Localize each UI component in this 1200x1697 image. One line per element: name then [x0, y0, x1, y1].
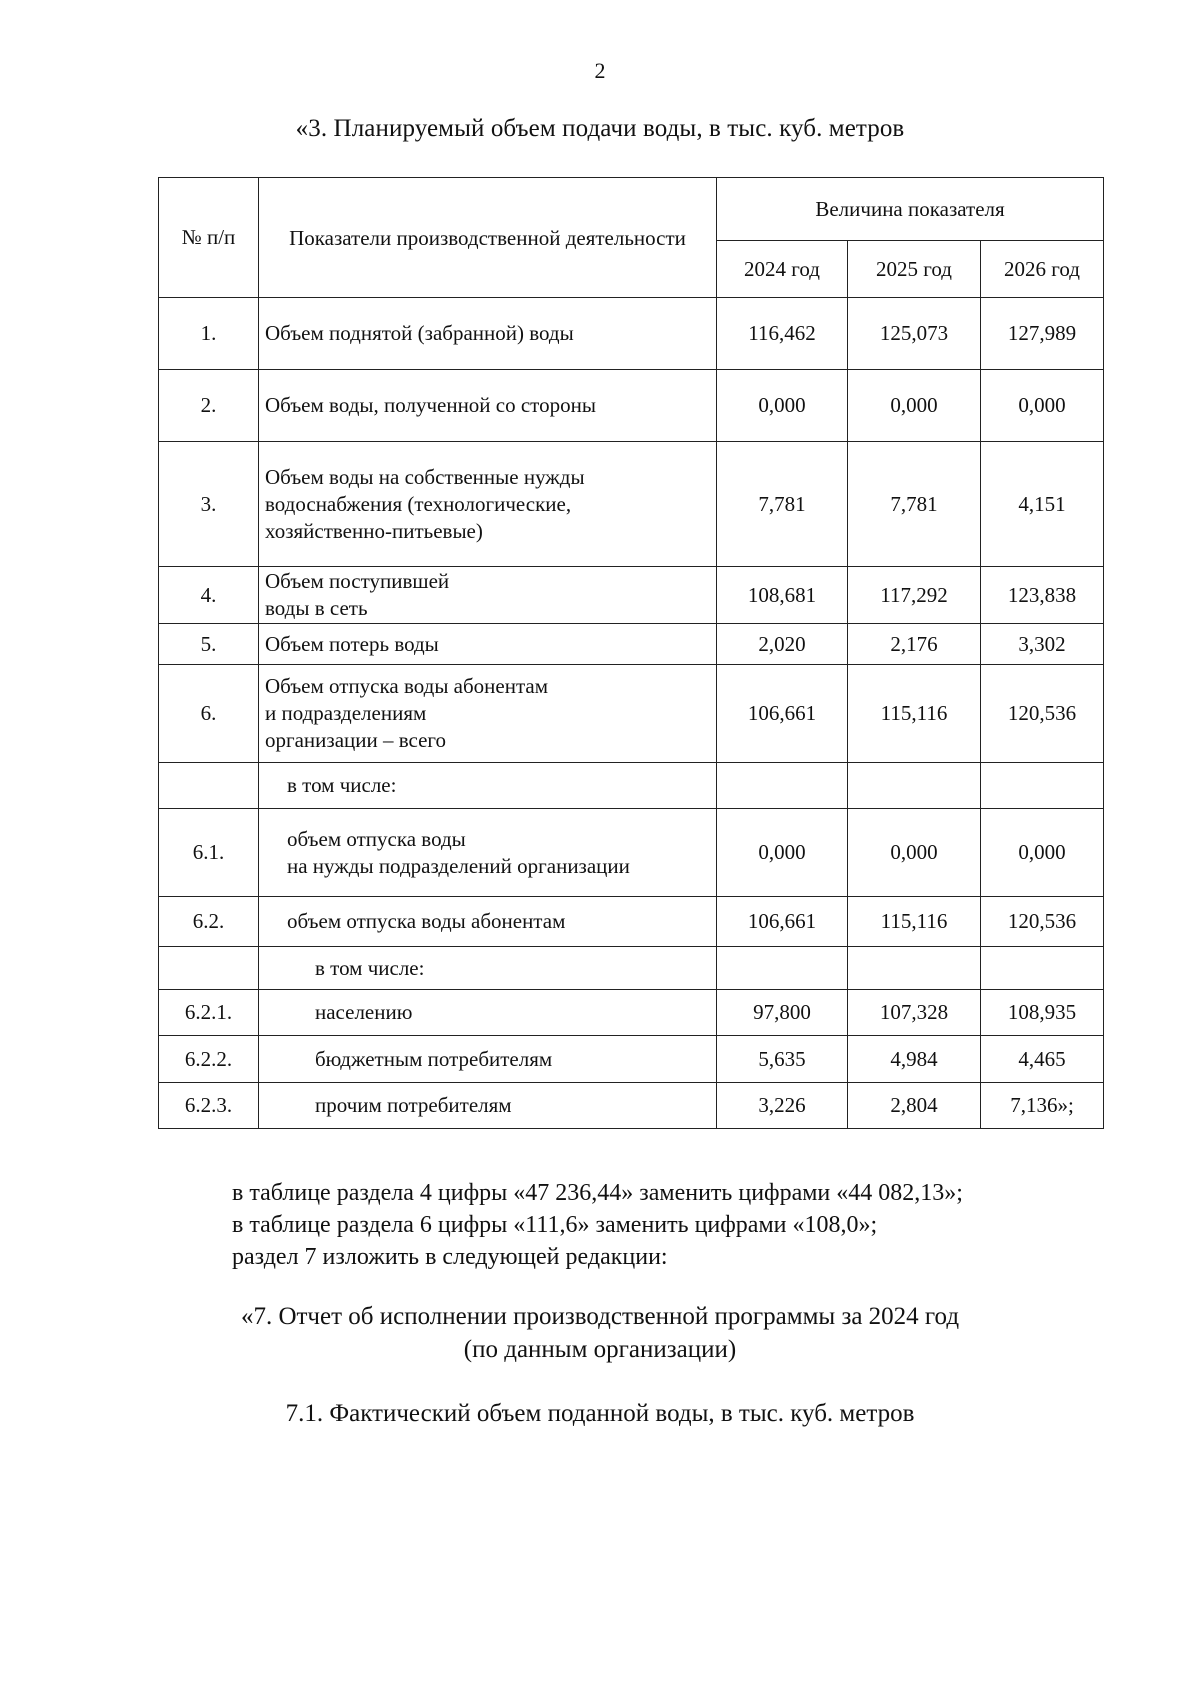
row-indicator-name	[259, 1083, 717, 1129]
row-indicator-name	[259, 990, 717, 1036]
header-value-group: Величина показателя	[717, 178, 1104, 241]
row-value-2024: 2,020	[717, 624, 848, 665]
header-year-2026: 2026 год	[981, 241, 1104, 298]
row-value-2024: 116,462	[717, 298, 848, 370]
indicator-name-line: Объем воды, полученной со стороны	[265, 393, 596, 417]
row-number: 6.2.3.	[159, 1083, 259, 1129]
row-value-2024: 3,226	[717, 1083, 848, 1129]
table-row	[159, 370, 1104, 442]
indicator-name-line: Объем отпуска воды абонентам	[265, 674, 549, 698]
row-value-2024	[717, 763, 848, 809]
indicator-name-line: прочим потребителям	[315, 1093, 512, 1117]
indicator-name-line: Объем поднятой (забранной) воды	[265, 321, 574, 345]
table-row	[159, 990, 1104, 1036]
row-number: 1.	[159, 298, 259, 370]
amendment-line-1: в таблице раздела 4 цифры «47 236,44» заменить цифрами «44 082,13»;	[232, 1180, 963, 1206]
row-number: 5.	[159, 624, 259, 665]
row-value-2025: 115,116	[848, 897, 981, 947]
row-value-2026: 3,302	[981, 624, 1104, 665]
row-number	[159, 947, 259, 990]
header-num: № п/п	[159, 178, 259, 298]
row-value-2026: 108,935	[981, 990, 1104, 1036]
header-year-2025: 2025 год	[848, 241, 981, 298]
row-number	[159, 763, 259, 809]
row-value-2026: 0,000	[981, 809, 1104, 897]
section-7-title-line-2: (по данным организации)	[463, 1336, 737, 1363]
section-7-1-title: 7.1. Фактический объем поданной воды, в тыс. куб. метров	[285, 1400, 915, 1427]
indicator-name-line: объем отпуска воды	[287, 826, 466, 851]
indicator-name-line: водоснабжения (технологические,	[265, 491, 572, 516]
row-number: 6.2.	[159, 897, 259, 947]
indicator-name-line: хозяйственно-питьевые)	[265, 518, 483, 543]
row-value-2025: 4,984	[848, 1036, 981, 1083]
table-row	[159, 809, 1104, 897]
row-value-2026: 4,151	[981, 442, 1104, 567]
row-indicator-name	[259, 665, 717, 763]
row-number: 3.	[159, 442, 259, 567]
amendment-line-2: в таблице раздела 6 цифры «111,6» заменить цифрами «108,0»;	[232, 1212, 878, 1238]
row-value-2024: 97,800	[717, 990, 848, 1036]
row-indicator-name	[259, 947, 717, 990]
row-value-2026: 4,465	[981, 1036, 1104, 1083]
row-value-2026: 0,000	[981, 370, 1104, 442]
indicator-name-line: в том числе:	[315, 955, 425, 980]
indicator-name-line: воды в сеть	[265, 596, 368, 620]
row-value-2026: 120,536	[981, 897, 1104, 947]
row-value-2024: 0,000	[717, 370, 848, 442]
table-row	[159, 1036, 1104, 1083]
row-value-2026: 123,838	[981, 567, 1104, 624]
row-indicator-name	[259, 763, 717, 809]
row-value-2024: 106,661	[717, 665, 848, 763]
indicator-name-line: объем отпуска воды абонентам	[287, 909, 566, 933]
row-indicator-name	[259, 624, 717, 665]
row-value-2026: 7,136»;	[981, 1083, 1104, 1129]
section-3-title: «3. Планируемый объем подачи воды, в тыс. куб. метров	[295, 115, 905, 142]
row-indicator-name	[259, 370, 717, 442]
row-value-2025: 2,176	[848, 624, 981, 665]
row-indicator-name	[259, 1036, 717, 1083]
table-row	[159, 897, 1104, 947]
indicator-name-line: на нужды подразделений организации	[287, 853, 630, 878]
row-value-2024: 0,000	[717, 809, 848, 897]
row-value-2025: 117,292	[848, 567, 981, 624]
row-value-2025	[848, 763, 981, 809]
table-row	[159, 1083, 1104, 1129]
row-indicator-name	[259, 897, 717, 947]
header-indicator-name: Показатели производственной деятельности	[259, 178, 717, 298]
row-value-2025: 7,781	[848, 442, 981, 567]
indicator-name-line: Объем воды на собственные нужды	[265, 464, 585, 489]
row-number: 4.	[159, 567, 259, 624]
table-body	[159, 298, 1104, 1129]
row-indicator-name	[259, 298, 717, 370]
table-row	[159, 567, 1104, 624]
row-value-2026: 120,536	[981, 665, 1104, 763]
indicator-name-line: Объем потерь воды	[265, 631, 439, 656]
table-row	[159, 624, 1104, 665]
table-row	[159, 763, 1104, 809]
row-value-2025: 107,328	[848, 990, 981, 1036]
section-7-title	[0, 1300, 1200, 1366]
row-value-2025: 0,000	[848, 370, 981, 442]
header-year-2024: 2024 год	[717, 241, 848, 298]
section-7-title-line-1: «7. Отчет об исполнении производственной программы за 2024 год	[240, 1303, 960, 1330]
indicator-name-line: в том числе:	[287, 773, 397, 797]
row-indicator-name	[259, 809, 717, 897]
row-number: 6.2.2.	[159, 1036, 259, 1083]
row-indicator-name	[259, 442, 717, 567]
row-number: 2.	[159, 370, 259, 442]
indicator-name-line: бюджетным потребителям	[315, 1046, 553, 1071]
row-value-2024: 5,635	[717, 1036, 848, 1083]
amendment-text	[232, 1177, 963, 1273]
row-number: 6.	[159, 665, 259, 763]
indicator-name-line: населению	[315, 1000, 413, 1024]
row-value-2026: 127,989	[981, 298, 1104, 370]
amendment-line-3: раздел 7 изложить в следующей редакции:	[232, 1244, 668, 1270]
row-value-2025: 125,073	[848, 298, 981, 370]
row-value-2025: 0,000	[848, 809, 981, 897]
row-indicator-name	[259, 567, 717, 624]
row-value-2024: 106,661	[717, 897, 848, 947]
indicator-name-line: и подразделениям	[265, 701, 427, 725]
indicator-name-line: организации – всего	[265, 728, 447, 752]
table-row	[159, 665, 1104, 763]
row-value-2025	[848, 947, 981, 990]
row-value-2024: 108,681	[717, 567, 848, 624]
row-value-2026	[981, 763, 1104, 809]
row-number: 6.1.	[159, 809, 259, 897]
row-number: 6.2.1.	[159, 990, 259, 1036]
table-row	[159, 947, 1104, 990]
row-value-2025: 115,116	[848, 665, 981, 763]
table-row	[159, 442, 1104, 567]
indicator-name-line: Объем поступившей	[265, 569, 450, 593]
row-value-2025: 2,804	[848, 1083, 981, 1129]
page-number: 2	[594, 58, 606, 83]
planned-water-supply-table	[158, 177, 1104, 1129]
row-value-2024	[717, 947, 848, 990]
table-row	[159, 298, 1104, 370]
row-value-2026	[981, 947, 1104, 990]
row-value-2024: 7,781	[717, 442, 848, 567]
